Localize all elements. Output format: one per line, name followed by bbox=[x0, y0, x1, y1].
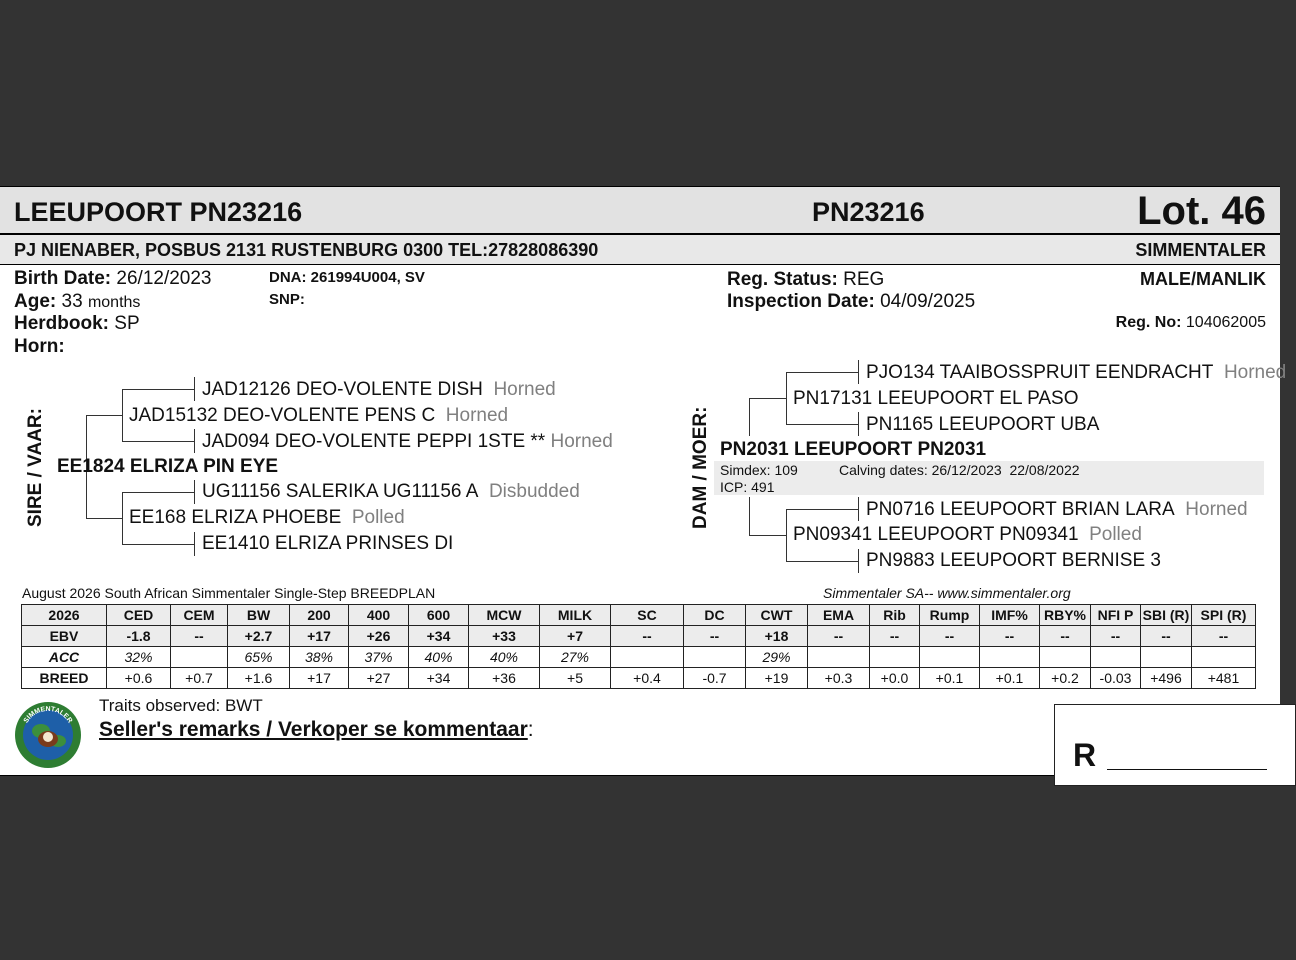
sire-dam-dam: EE1410 ELRIZA PRINSES DI bbox=[202, 533, 454, 554]
table-header-cell: EMA bbox=[808, 605, 870, 626]
table-cell: -- bbox=[980, 626, 1040, 647]
pedigree-line bbox=[122, 544, 194, 545]
sire-sire: JAD15132 DEO-VOLENTE PENS C Horned bbox=[129, 405, 509, 426]
table-header-cell: Rib bbox=[870, 605, 920, 626]
table-cell: -- bbox=[870, 626, 920, 647]
table-cell: +0.4 bbox=[611, 668, 684, 689]
pedigree-line bbox=[749, 398, 786, 399]
table-cell: -0.03 bbox=[1091, 668, 1141, 689]
dam-dam-dam: PN9883 LEEUPOORT BERNISE 3 bbox=[866, 550, 1161, 571]
table-header-cell: 600 bbox=[409, 605, 469, 626]
sire-name: EE1824 ELRIZA PIN EYE bbox=[57, 456, 279, 477]
dam-info-box bbox=[714, 461, 1264, 495]
table-cell: -1.8 bbox=[107, 626, 171, 647]
table-header-row bbox=[22, 605, 1256, 626]
owner-address: PJ NIENABER, POSBUS 2131 RUSTENBURG 0300 TEL:27828086390 bbox=[14, 240, 599, 260]
table-header-cell: NFI P bbox=[1091, 605, 1141, 626]
table-header-cell: MILK bbox=[540, 605, 611, 626]
table-cell bbox=[870, 647, 920, 668]
pedigree-line bbox=[122, 389, 194, 390]
reg-no: Reg. No: 104062005 bbox=[1115, 314, 1266, 331]
logo-text: SIMMENTALER bbox=[22, 705, 74, 725]
pedigree-line bbox=[194, 429, 195, 453]
table-cell: +0.2 bbox=[1040, 668, 1091, 689]
table-cell: EBV bbox=[22, 626, 107, 647]
dam-side-label: DAM / MOER: bbox=[690, 406, 711, 529]
table-header-cell: CED bbox=[107, 605, 171, 626]
table-cell: 40% bbox=[469, 647, 540, 668]
table-cell: +7 bbox=[540, 626, 611, 647]
pedigree-line bbox=[786, 561, 858, 562]
pedigree-line bbox=[786, 509, 787, 561]
ebv-table bbox=[21, 604, 1256, 689]
price-currency: R bbox=[1073, 737, 1097, 773]
sex: MALE/MANLIK bbox=[1140, 269, 1266, 289]
dam-dam: PN09341 LEEUPOORT PN09341 Polled bbox=[793, 524, 1142, 545]
table-cell: -- bbox=[1040, 626, 1091, 647]
pedigree-line bbox=[86, 518, 122, 519]
table-cell: -- bbox=[1091, 626, 1141, 647]
table-cell: +0.0 bbox=[870, 668, 920, 689]
table-cell bbox=[920, 647, 980, 668]
table-row bbox=[22, 647, 1256, 668]
table-cell: -0.7 bbox=[684, 668, 746, 689]
dam-dam-sire: PN0716 LEEUPOORT BRIAN LARA Horned bbox=[866, 499, 1248, 520]
table-header-cell: 400 bbox=[349, 605, 409, 626]
table-header-cell: MCW bbox=[469, 605, 540, 626]
price-line[interactable] bbox=[1107, 769, 1267, 770]
table-cell: 38% bbox=[290, 647, 349, 668]
pedigree-line bbox=[858, 360, 859, 384]
dam-sire: PN17131 LEEUPOORT EL PASO bbox=[793, 388, 1079, 409]
table-header-cell: 200 bbox=[290, 605, 349, 626]
table-cell: 65% bbox=[228, 647, 290, 668]
pedigree-line bbox=[858, 412, 859, 436]
breedplan-caption: August 2026 South African Simmentaler Single-Step BREEDPLAN bbox=[22, 585, 436, 601]
table-row bbox=[22, 668, 1256, 689]
inspection-date: Inspection Date: 04/09/2025 bbox=[727, 291, 976, 312]
table-cell: -- bbox=[1141, 626, 1192, 647]
breed-name: SIMMENTALER bbox=[1135, 240, 1266, 260]
table-header-cell: BW bbox=[228, 605, 290, 626]
dam-sire-sire: PJO134 TAAIBOSSPRUIT EENDRACHT Horned bbox=[866, 362, 1287, 383]
pedigree-line bbox=[858, 549, 859, 573]
table-cell: +27 bbox=[349, 668, 409, 689]
table-cell: +1.6 bbox=[228, 668, 290, 689]
table-cell: +18 bbox=[746, 626, 808, 647]
traits-observed: Traits observed: BWT bbox=[99, 696, 263, 715]
sire-sire-dam: JAD094 DEO-VOLENTE PEPPI 1STE ** Horned bbox=[202, 431, 613, 452]
pedigree-line bbox=[786, 424, 858, 425]
table-cell: +0.6 bbox=[107, 668, 171, 689]
age: Age: 33 months bbox=[14, 291, 141, 312]
table-header-cell: 2026 bbox=[22, 605, 107, 626]
pedigree-line bbox=[749, 497, 750, 535]
sire-side-label: SIRE / VAAR: bbox=[25, 408, 46, 527]
table-cell bbox=[1192, 647, 1256, 668]
table-cell: -- bbox=[171, 626, 228, 647]
table-cell: +2.7 bbox=[228, 626, 290, 647]
dam-sire-dam: PN1165 LEEUPOORT UBA bbox=[866, 414, 1100, 435]
animal-name: LEEUPOORT PN23216 bbox=[14, 197, 303, 227]
ebv-table-body bbox=[22, 605, 1256, 689]
table-cell bbox=[684, 647, 746, 668]
dna: DNA: 261994U004, SV bbox=[269, 269, 425, 286]
table-cell bbox=[171, 647, 228, 668]
table-cell: +26 bbox=[349, 626, 409, 647]
table-cell bbox=[1141, 647, 1192, 668]
pedigree-line bbox=[194, 377, 195, 401]
table-header-cell: SBI (R) bbox=[1141, 605, 1192, 626]
table-cell: BREED bbox=[22, 668, 107, 689]
table-cell: +19 bbox=[746, 668, 808, 689]
table-cell: 32% bbox=[107, 647, 171, 668]
table-cell: +33 bbox=[469, 626, 540, 647]
table-header-cell: SC bbox=[611, 605, 684, 626]
table-cell bbox=[611, 647, 684, 668]
reg-status: Reg. Status: REG bbox=[727, 269, 885, 290]
table-row bbox=[22, 626, 1256, 647]
pedigree-line bbox=[786, 509, 858, 510]
pedigree-line bbox=[749, 535, 786, 536]
sire-dam-sire: UG11156 SALERIKA UG11156 A Disbudded bbox=[202, 481, 580, 502]
table-cell: 29% bbox=[746, 647, 808, 668]
snp: SNP: bbox=[269, 291, 305, 308]
table-header-cell: Rump bbox=[920, 605, 980, 626]
dam-name: PN2031 LEEUPOORT PN2031 bbox=[720, 439, 987, 460]
sire-sire-sire: JAD12126 DEO-VOLENTE DISH Horned bbox=[202, 379, 556, 400]
table-cell bbox=[1040, 647, 1091, 668]
table-cell: +0.1 bbox=[920, 668, 980, 689]
table-cell: +0.3 bbox=[808, 668, 870, 689]
table-cell: +34 bbox=[409, 626, 469, 647]
pedigree-line bbox=[858, 497, 859, 521]
herdbook: Herdbook: SP bbox=[14, 313, 140, 334]
lot-card bbox=[0, 186, 1287, 776]
table-header-cell: RBY% bbox=[1040, 605, 1091, 626]
table-cell bbox=[1091, 647, 1141, 668]
pedigree-line bbox=[86, 415, 122, 416]
pedigree-line bbox=[122, 492, 194, 493]
table-header-cell: CEM bbox=[171, 605, 228, 626]
pedigree-line bbox=[122, 389, 123, 441]
pedigree-line bbox=[194, 532, 195, 556]
owner-band bbox=[0, 235, 1280, 265]
simmentaler-logo bbox=[14, 701, 82, 769]
table-cell bbox=[980, 647, 1040, 668]
table-cell: -- bbox=[684, 626, 746, 647]
icp: ICP: 491 bbox=[720, 479, 775, 495]
table-cell: 37% bbox=[349, 647, 409, 668]
table-header-cell: SPI (R) bbox=[1192, 605, 1256, 626]
pedigree-line bbox=[786, 372, 787, 424]
table-cell: +496 bbox=[1141, 668, 1192, 689]
table-cell: +0.7 bbox=[171, 668, 228, 689]
calving-dates: Calving dates: 26/12/2023 22/08/2022 bbox=[839, 462, 1080, 478]
pedigree-line bbox=[749, 398, 750, 436]
price-box bbox=[1054, 704, 1296, 786]
table-cell: +17 bbox=[290, 668, 349, 689]
table-cell: +17 bbox=[290, 626, 349, 647]
table-cell: -- bbox=[808, 626, 870, 647]
simdex: Simdex: 109 bbox=[720, 462, 798, 478]
horn: Horn: bbox=[14, 336, 65, 357]
sellers-remarks: Seller's remarks / Verkoper se kommentaar: bbox=[99, 718, 534, 741]
table-cell: -- bbox=[920, 626, 980, 647]
table-header-cell: IMF% bbox=[980, 605, 1040, 626]
table-header-cell: DC bbox=[684, 605, 746, 626]
title-band bbox=[0, 187, 1280, 235]
table-cell: -- bbox=[611, 626, 684, 647]
table-cell: 40% bbox=[409, 647, 469, 668]
pedigree-line bbox=[122, 492, 123, 544]
table-cell: ACC bbox=[22, 647, 107, 668]
table-cell: -- bbox=[1192, 626, 1256, 647]
pedigree-line bbox=[122, 441, 194, 442]
sire-dam: EE168 ELRIZA PHOEBE Polled bbox=[129, 507, 405, 528]
table-cell: 27% bbox=[540, 647, 611, 668]
breedplan-source: Simmentaler SA-- www.simmentaler.org bbox=[823, 585, 1071, 601]
reg-id: PN23216 bbox=[812, 197, 925, 227]
pedigree-line bbox=[786, 372, 858, 373]
table-cell: +0.1 bbox=[980, 668, 1040, 689]
table-cell: +5 bbox=[540, 668, 611, 689]
lot-number: Lot. 46 bbox=[1137, 189, 1266, 233]
table-cell bbox=[808, 647, 870, 668]
birth-date: Birth Date: 26/12/2023 bbox=[14, 268, 212, 289]
table-header-cell: CWT bbox=[746, 605, 808, 626]
pedigree-line bbox=[194, 480, 195, 504]
table-cell: +34 bbox=[409, 668, 469, 689]
table-cell: +36 bbox=[469, 668, 540, 689]
table-cell: +481 bbox=[1192, 668, 1256, 689]
